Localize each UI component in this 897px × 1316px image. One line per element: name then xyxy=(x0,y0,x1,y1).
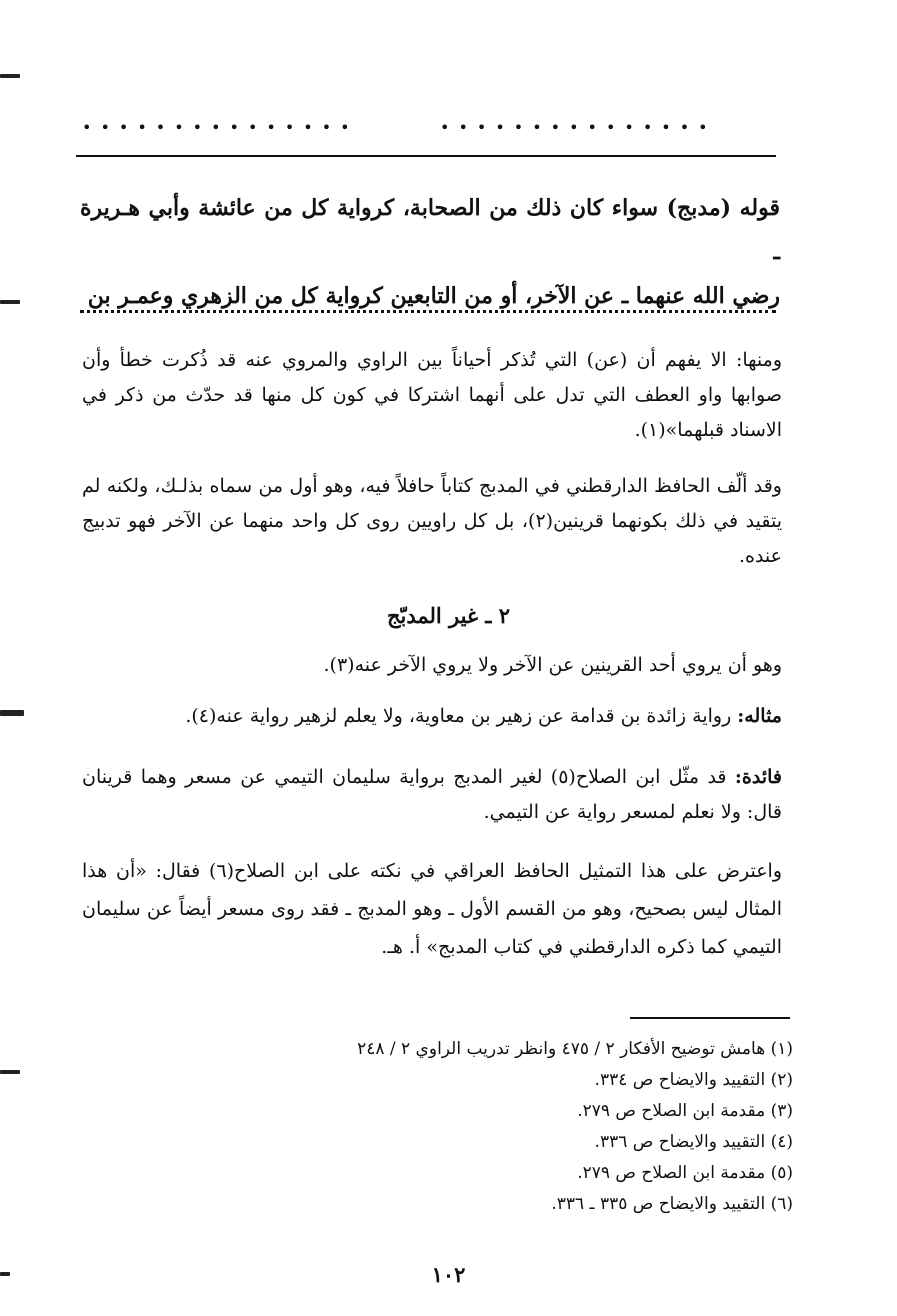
dotted-ornament-left: ••••••••••••••• xyxy=(82,118,359,137)
diagram-line: قوله (مدبج) سواء كان ذلك من الصحابة، كرواية كل من عائشة وأبي هـريرة ـ xyxy=(80,195,780,265)
header-rule xyxy=(76,155,776,157)
example-paragraph xyxy=(82,699,782,734)
footnote: (٢) التقييد والايضاح ص ٣٣٤. xyxy=(594,1070,793,1090)
benefit-paragraph xyxy=(82,760,782,830)
margin-mark xyxy=(0,300,20,304)
example-text: رواية زائدة بن قدامة عن زهير بن معاوية، ولا يعلم لزهير رواية عنه(٤). xyxy=(185,705,738,727)
paragraph-quote-end: ومنها: الا يفهم أن (عن) التي تُذكر أحياناً بين الراوي والمروي عنه قد ذُكرت خطأ وأن صوابها واو العطف التي تدل على أنهما اشتركا في كون كل منها قد حدّث من ذكر في الاسناد قبلهما»(١). xyxy=(82,349,782,441)
example-label: مثاله: xyxy=(737,705,782,727)
page-number: ١٠٢ xyxy=(431,1262,466,1287)
section-heading: ٢ ـ غير المدبّج xyxy=(386,603,511,628)
benefit-text: قد مثّل ابن الصلاح(٥) لغير المدبج برواية سليمان التيمي عن مسعر وهما قرينان قال: ولا نعلم لمسعر رواية عن التيمي. xyxy=(82,766,782,823)
benefit-label: فائدة: xyxy=(734,766,782,788)
diagram-line: رضي الله عنهما ـ عن الآخر، أو من التابعين كرواية كل من الزهري وعمـر بن xyxy=(87,283,780,309)
dotted-ornament-right: ••••••••••••••• xyxy=(440,118,717,137)
objection-paragraph: واعترض على هذا التمثيل الحافظ العراقي في نكته على ابن الصلاح(٦) فقال: «أن هذا المثال ليس بصحيح، وهو من القسم الأول ـ وهو المدبج ـ فقد روى مسعر أيضاً عن سليمان التيمي كما ذكره الدارقطني في كتاب المدبج» أ. هـ. xyxy=(82,860,782,958)
footnotes xyxy=(357,1034,793,1220)
diagram-box-text xyxy=(80,186,780,318)
dotted-divider xyxy=(80,310,776,313)
margin-mark xyxy=(0,1070,20,1074)
footnote: (٣) مقدمة ابن الصلاح ص ٢٧٩. xyxy=(577,1101,793,1121)
footnote: (١) هامش توضيح الأفكار ٢ / ٤٧٥ وانظر تدريب الراوي ٢ / ٢٤٨ xyxy=(357,1039,793,1059)
definition-text: وهو أن يروي أحد القرينين عن الآخر ولا يروي الآخر عنه(٣). xyxy=(323,654,782,676)
footnote: (٤) التقييد والايضاح ص ٣٣٦. xyxy=(594,1132,793,1152)
margin-mark xyxy=(0,710,24,716)
footnote: (٥) مقدمة ابن الصلاح ص ٢٧٩. xyxy=(577,1163,793,1183)
margin-mark xyxy=(0,74,20,78)
footnote: (٦) التقييد والايضاح ص ٣٣٥ ـ ٣٣٦. xyxy=(551,1194,793,1214)
footnote-separator xyxy=(630,1017,790,1019)
paragraph-daraqutni: وقد ألّف الحافظ الدارقطني في المدبج كتاباً حافلاً فيه، وهو أول من سماه بذلـك، ولكنه لم يتقيد في ذلك بكونهما قرينين(٢)، بل كل راويين روى كل واحد منهما عن الآخر فهو تدبيج عنده. xyxy=(82,475,783,567)
